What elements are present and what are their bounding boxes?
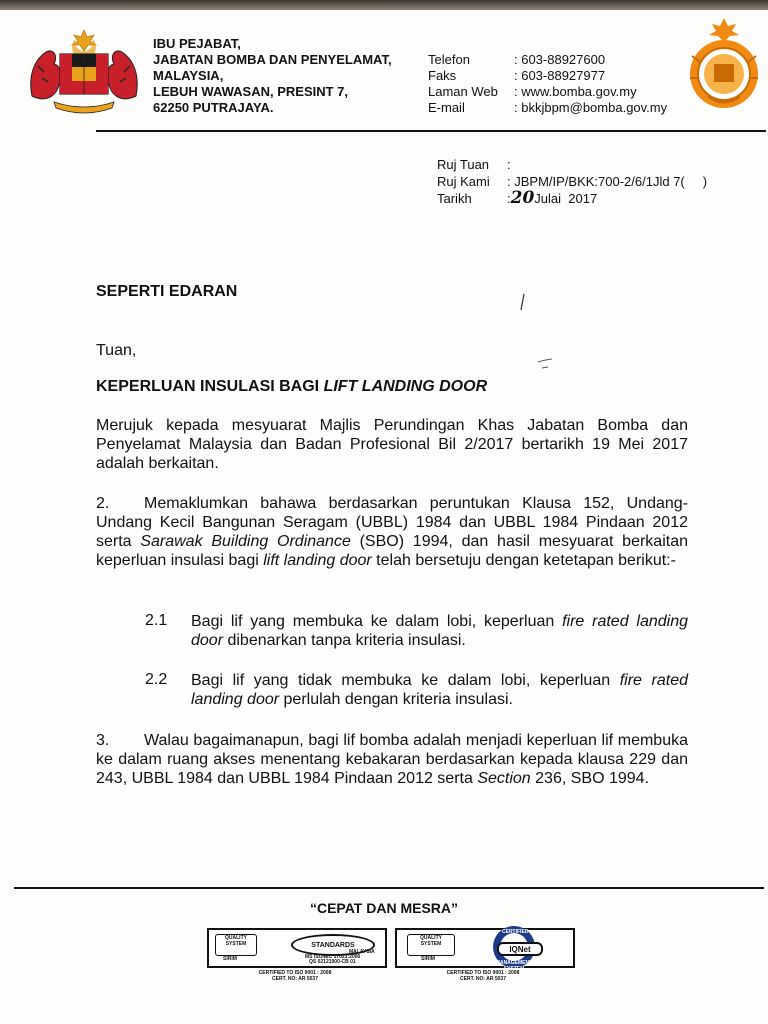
ruj-kami-label: Ruj Kami [437, 174, 490, 189]
system-label: SYSTEM [225, 941, 247, 947]
item-2-2-number: 2.2 [145, 671, 168, 688]
system-label: SYSTEM [420, 941, 442, 947]
page-top-edge [0, 0, 768, 10]
tarikh-row [437, 190, 707, 207]
standards-label: STANDARDS [311, 941, 355, 949]
quality-label: QUALITY [225, 935, 247, 941]
contact-value: : 603-88927600 [514, 52, 606, 67]
contact-value: : bkkjbpm@bomba.gov.my [514, 100, 668, 115]
address-line: LEBUH WAWASAN, PRESINT 7, [153, 84, 349, 99]
item-2-1 [191, 612, 688, 650]
paragraph-3 [96, 731, 688, 788]
malaysia-label: MALAYSIA [349, 949, 375, 955]
contact-label: E-mail [428, 100, 465, 115]
contact-row-laman-web [428, 84, 667, 100]
handwritten-day: 20 [510, 188, 535, 208]
ms-number-label: QS 02121900-CB 01 [309, 959, 356, 965]
contact-value: : www.bomba.gov.my [514, 84, 637, 99]
sirim-label: SIRIM [421, 956, 435, 962]
salutation: Tuan, [96, 342, 137, 359]
certification-badge-2 [395, 928, 575, 972]
pen-mark [518, 290, 558, 385]
address-line: IBU PEJABAT, [153, 36, 241, 51]
cert-1-number: CERT. NO: AR 5037 [272, 976, 318, 982]
tarikh-value [507, 190, 597, 207]
iqnet-ring-bottom: MANAGEMENT SYSTEM [495, 960, 533, 972]
contact-label: Laman Web [428, 84, 498, 99]
cert-2-standard: CERTIFIED TO ISO 9001 : 2008 [446, 970, 520, 976]
contact-block [428, 52, 667, 116]
sirim-label: SIRIM [223, 956, 237, 962]
paragraph-2-italic: lift landing door [263, 552, 372, 569]
paragraph-3-italic: Section [477, 770, 531, 787]
ruj-tuan-value: : [507, 157, 511, 172]
tarikh-prefix: : [507, 191, 511, 206]
tarikh-month-year: Julai 2017 [534, 191, 598, 206]
item-2-2-text: perlulah dengan kriteria insulasi. [279, 691, 513, 708]
paragraph-2-number: 2. [96, 495, 110, 512]
iqnet-logo [497, 942, 543, 956]
cert-2-number: CERT. NO: AR 5037 [460, 976, 506, 982]
item-2-1-italic: fire rated landing door [191, 613, 689, 649]
office-address [153, 36, 392, 116]
subject-italic: LIFT LANDING DOOR [323, 378, 488, 395]
iqnet-label: IQNet [509, 944, 531, 954]
paragraph-2-text: telah bersetuju dengan ketetapan berikut:- [371, 552, 676, 569]
cert-2-caption [395, 970, 571, 982]
item-2-2 [191, 671, 688, 709]
paragraph-3-text: Walau bagaimanapun, bagi lif bomba adalah menjadi keperluan lif membuka ke dalam ruang akses menentang kebakaran berdasarkan kepada klausa 229 dan 243, UBBL 1984 dan UBBL 1984 Pindaan 2012 serta [96, 732, 688, 787]
coat-of-arms-logo [24, 26, 144, 116]
ruj-kami-row [437, 173, 707, 190]
item-2-2-italic: fire rated landing door [191, 672, 689, 708]
address-line: JABATAN BOMBA DAN PENYELAMAT, [153, 52, 392, 67]
contact-row-telefon [428, 52, 667, 68]
paragraph-2-text: Memaklumkan bahawa berdasarkan peruntukan Klausa 152, Undang-Undang Kecil Bangunan Seragam (UBBL) 1984 dan UBBL 1984 Pindaan 2012 serta [96, 495, 688, 550]
contact-row-email [428, 100, 667, 116]
address-line: MALAYSIA, [153, 68, 224, 83]
bomba-seal-logo [684, 16, 764, 116]
paragraph-2-italic: Sarawak Building Ordinance [140, 533, 351, 550]
header-divider [96, 130, 766, 132]
contact-label: Faks [428, 68, 457, 83]
paragraph-3-number: 3. [96, 732, 110, 749]
tarikh-label: Tarikh [437, 191, 472, 206]
paragraph-2 [96, 494, 688, 570]
contact-label: Telefon [428, 52, 470, 67]
item-2-1-number: 2.1 [145, 612, 168, 629]
address-line: 62250 PUTRAJAYA. [153, 100, 274, 115]
ms-iso-label: MS ISO/IEC 17021:2006 [305, 954, 361, 960]
quality-system-mark [407, 934, 455, 956]
cert-1-standard: CERTIFIED TO ISO 9001 : 2008 [258, 970, 332, 976]
ruj-kami-value: : JBPM/IP/BKK:700-2/6/1Jld 7( ) [507, 174, 708, 189]
paragraph-3-text: 236, SBO 1994. [530, 770, 650, 787]
recipient: SEPERTI EDARAN [96, 283, 238, 300]
subject-line [96, 378, 487, 396]
paragraph-2-text: (SBO) 1994, dan hasil mesyuarat berkaitan keperluan insulasi bagi [96, 533, 688, 569]
paragraph-1: Merujuk kepada mesyuarat Majlis Perundingan Khas Jabatan Bomba dan Penyelamat Malaysia dan Badan Profesional Bil 2/2017 bertarikh 19 Mei 2017 adalah berkaitan. [96, 417, 688, 472]
iqnet-ring-top: CERTIFIED [502, 929, 529, 935]
subject-text: KEPERLUAN INSULASI BAGI [96, 378, 324, 395]
contact-value: : 603-88927977 [514, 68, 606, 83]
ruj-tuan-row [437, 156, 707, 173]
quality-system-mark [215, 934, 257, 956]
certification-badge-1 [207, 928, 387, 968]
item-2-1-text: Bagi lif yang membuka ke dalam lobi, keperluan [191, 613, 563, 630]
item-2-2-text: Bagi lif yang tidak membuka ke dalam lobi, keperluan [191, 672, 620, 689]
contact-row-faks [428, 68, 667, 84]
ruj-tuan-label: Ruj Tuan [437, 157, 490, 172]
footer-divider [14, 887, 764, 889]
reference-block [437, 156, 707, 207]
motto: “CEPAT DAN MESRA” [309, 900, 459, 916]
quality-label: QUALITY [420, 935, 442, 941]
cert-1-caption [207, 970, 383, 982]
item-2-1-text: dibenarkan tanpa kriteria insulasi. [223, 632, 466, 649]
